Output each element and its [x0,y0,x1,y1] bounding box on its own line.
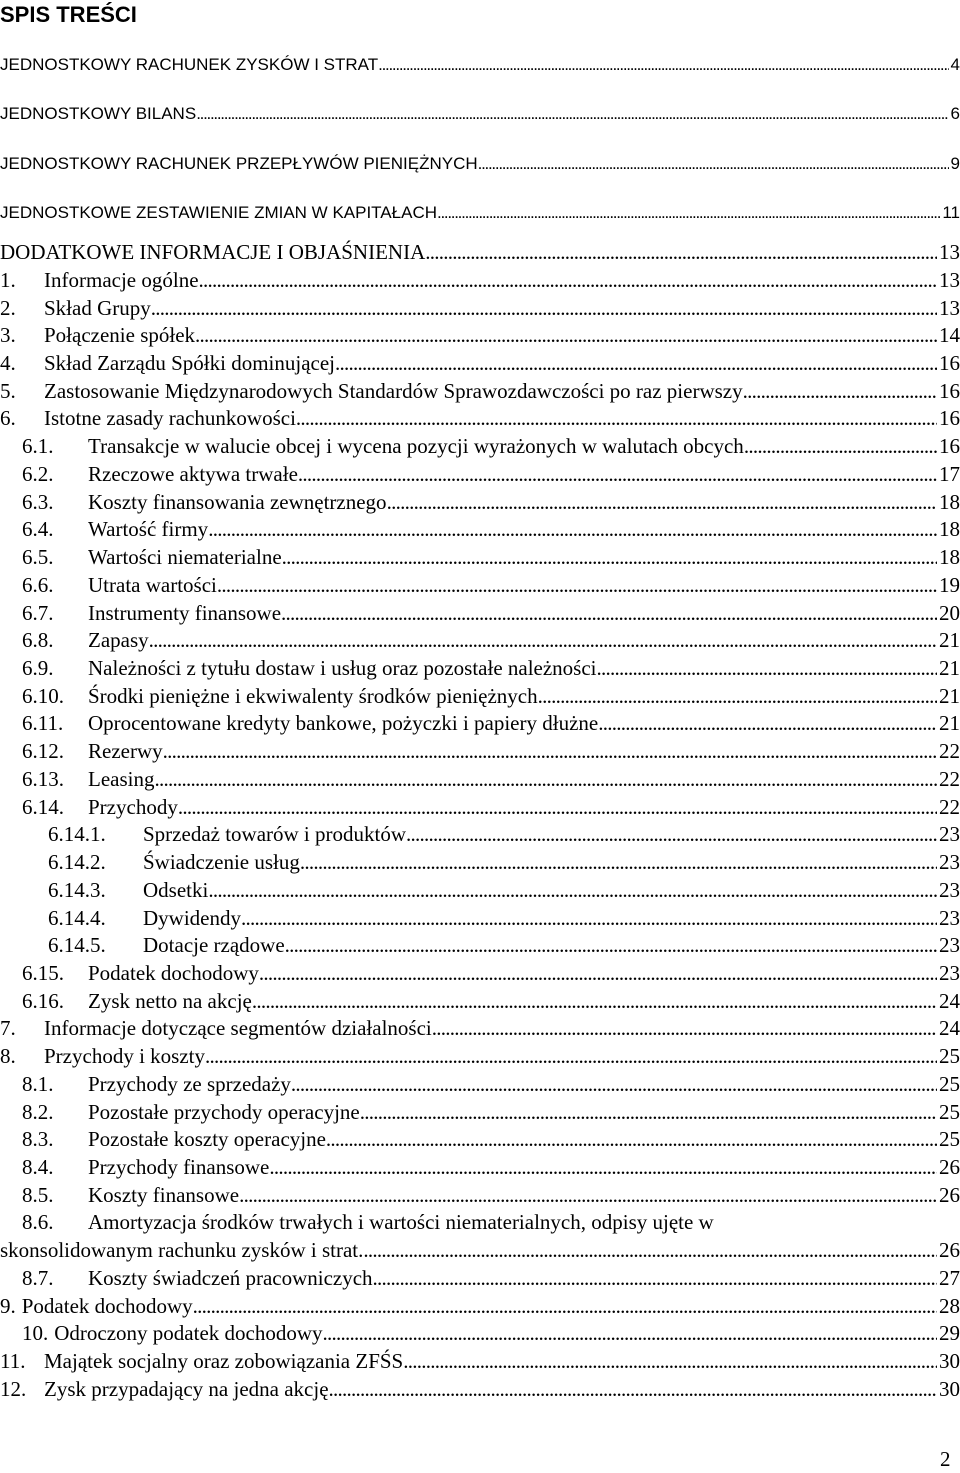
toc-page-number: 23 [939,933,960,957]
toc-page-number: 16 [939,351,960,375]
leader-dots [291,1072,937,1096]
toc-page-number: 14 [939,323,960,347]
toc-page-number: 23 [939,822,960,846]
toc-page-number: 21 [939,656,960,680]
leader-dots [208,878,937,902]
toc-entry[interactable] [22,1183,960,1207]
toc-entry-number: 6.14.3. [48,878,106,902]
toc-entry[interactable] [22,1127,960,1151]
toc-entry-title: Utrata wartości [88,573,217,597]
toc-entry-title: Przychody ze sprzedaży [88,1072,291,1096]
toc-entry[interactable] [22,545,960,569]
leader-dots [178,795,937,819]
toc-entry-number: 9. [0,1294,16,1318]
toc-page-number: 21 [939,684,960,708]
toc-entry-title: Odroczony podatek dochodowy [54,1321,323,1345]
toc-entry[interactable] [48,933,960,957]
toc-entry-number: 10. [22,1321,49,1345]
toc-entry-title: Instrumenty finansowe [88,601,282,625]
leader-dots [432,1016,937,1040]
toc-entry-number: 11. [0,1349,26,1373]
toc-entry-number: 6.4. [22,517,54,541]
toc-page-number: 19 [939,573,960,597]
toc-entry[interactable] [0,203,960,227]
toc-page-number: 13 [939,268,960,292]
toc-entry-title: Istotne zasady rachunkowości [44,406,296,430]
toc-entry-title: Należności z tytułu dostaw i usług oraz pozostałe należności [88,656,597,680]
toc-entry-number: 7. [0,1016,16,1040]
toc-entry-number: 8. [0,1044,16,1068]
toc-page-number: 29 [939,1321,960,1345]
toc-page-number: 16 [939,434,960,458]
leader-dots [285,933,937,957]
toc-entry-number: 6.16. [22,989,64,1013]
toc-page-number: 25 [939,1044,960,1068]
leader-dots [425,240,937,264]
toc-entry[interactable] [0,240,960,264]
toc-entry-number: 8.6. [22,1210,54,1234]
toc-entry-title: Zysk netto na akcję [88,989,252,1013]
leader-dots [406,822,937,846]
leader-dots [259,961,937,985]
toc-entry-line [22,1210,960,1234]
toc-page-number: 11 [942,203,960,222]
leader-dots [149,628,937,652]
leader-dots [298,462,937,486]
leader-dots [363,1238,937,1262]
toc-entry[interactable] [22,739,960,763]
toc-entry-title: Połączenie spółek [44,323,196,347]
toc-page-number: 22 [939,795,960,819]
toc-page-number: 21 [939,711,960,735]
toc-page-number: 26 [939,1183,960,1207]
toc-page-number: 18 [939,490,960,514]
leader-dots [195,323,937,347]
toc-page-number: 9 [950,154,960,173]
toc-entry[interactable] [22,961,960,985]
toc-entry-number: 3. [0,323,16,347]
toc-entry-title: Świadczenie usług [143,850,300,874]
toc-entry-title: Leasing [88,767,155,791]
toc-page-number: 26 [939,1155,960,1179]
toc-entry-number: 6.14.1. [48,822,106,846]
toc-entry-number: 6.2. [22,462,54,486]
leader-dots [538,684,937,708]
toc-entry[interactable] [22,1321,960,1345]
toc-page-number: 4 [950,55,960,74]
toc-entry[interactable] [0,104,960,128]
leader-dots [743,379,937,403]
leader-dots [296,406,937,430]
toc-page-number: 13 [939,240,960,264]
toc-entry-title: Informacje ogólne [44,268,199,292]
leader-dots [323,1321,937,1345]
toc-page-number: 13 [939,296,960,320]
page-number: 2 [940,1447,951,1471]
toc-entry-number: 6.8. [22,628,54,652]
toc-page-number: 23 [939,878,960,902]
leader-dots [744,434,937,458]
toc-page-number: 22 [939,767,960,791]
toc-entry-title: Oprocentowane kredyty bankowe, pożyczki i papiery dłużne [88,711,599,735]
toc-entry[interactable] [0,1238,960,1262]
toc-entry-title: Amortyzacja środków trwałych i wartości niematerialnych, odpisy ujęte w [88,1210,714,1234]
toc-entry-title: Dywidendy [143,906,241,930]
toc-entry-number: 4. [0,351,16,375]
toc-entry-title: Transakcje w walucie obcej i wycena pozycji wyrażonych w walutach obcych [88,434,744,458]
toc-entry[interactable] [48,878,960,902]
toc-page-number: 30 [939,1349,960,1373]
toc-page-number: 23 [939,906,960,930]
toc-entry[interactable] [0,268,960,292]
leader-dots [403,1349,937,1373]
toc-page-number: 20 [939,601,960,625]
leader-dots [217,573,937,597]
toc-entry[interactable] [22,462,960,486]
leader-dots [239,1183,937,1207]
toc-entry[interactable] [22,628,960,652]
toc-entry[interactable] [0,1294,960,1318]
toc-page-number: 28 [939,1294,960,1318]
toc-entry[interactable] [0,154,960,178]
toc-entry-number: 8.7. [22,1266,54,1290]
leader-dots [208,517,937,541]
toc-entry-title: Koszty świadczeń pracowniczych [88,1266,373,1290]
leader-dots [193,1294,937,1318]
toc-entry[interactable] [0,379,960,403]
toc-entry[interactable] [22,711,960,735]
toc-entry-title: JEDNOSTKOWY RACHUNEK PRZEPŁYWÓW PIENIĘŻNYCH [0,154,478,173]
toc-entry-title: Odsetki [143,878,209,902]
toc-entry[interactable] [22,795,960,819]
leader-dots [281,601,937,625]
toc-entry-number: 6.3. [22,490,54,514]
toc-entry-title: Podatek dochodowy [88,961,259,985]
toc-page-number: 25 [939,1072,960,1096]
toc-entry-number: 6.14.2. [48,850,106,874]
toc-page-number: 18 [939,545,960,569]
toc-entry-number: 6.7. [22,601,54,625]
leader-dots [478,154,949,174]
toc-entry[interactable] [0,296,960,320]
toc-entry-title: Przychody finansowe [88,1155,270,1179]
toc-entry[interactable] [48,822,960,846]
toc-entry-title: Pozostałe przychody operacyjne [88,1100,360,1124]
toc-page-number: 24 [939,989,960,1013]
toc-entry-title: Zastosowanie Międzynarodowych Standardów Sprawozdawczości po raz pierwszy [44,379,743,403]
toc-entry[interactable] [22,601,960,625]
toc-entry[interactable] [22,684,960,708]
toc-entry-number: 5. [0,379,16,403]
toc-entry-title: Wartość firmy [88,517,209,541]
toc-entry-number: 8.4. [22,1155,54,1179]
toc-entry[interactable] [22,1100,960,1124]
toc-entry[interactable] [0,323,960,347]
toc-page-number: 16 [939,406,960,430]
toc-entry-number: 6.1. [22,434,54,458]
toc-page-number: 30 [939,1377,960,1401]
toc-entry[interactable] [22,656,960,680]
toc-entry[interactable] [0,351,960,375]
toc-entry[interactable] [0,1349,960,1373]
leader-dots [154,767,937,791]
toc-entry[interactable] [22,573,960,597]
toc-entry[interactable] [22,490,960,514]
toc-entry-title: Koszty finansowe [88,1183,240,1207]
toc-entry-number: 8.2. [22,1100,54,1124]
toc-entry-title-continued: skonsolidowanym rachunku zysków i strat. [0,1238,364,1262]
toc-entry-number: 6. [0,406,16,430]
toc-entry-number: 6.14.5. [48,933,106,957]
toc-entry-title: Rzeczowe aktywa trwałe [88,462,298,486]
toc-entry[interactable] [22,989,960,1013]
toc-entry-number: 6.14. [22,795,64,819]
toc-page-number: 16 [939,379,960,403]
toc-page-number: 22 [939,739,960,763]
toc-entry-title: Rezerwy [88,739,163,763]
toc-page-number: 25 [939,1100,960,1124]
toc-entry-number: 6.10. [22,684,64,708]
leader-dots [163,739,937,763]
toc-entry[interactable] [22,1266,960,1290]
toc-entry-title: Przychody i koszty [44,1044,205,1068]
toc-page-number: 18 [939,517,960,541]
leader-dots [282,545,937,569]
toc-entry-title: Skład Zarządu Spółki dominującej [44,351,336,375]
toc-entry-number: 6.11. [22,711,64,735]
leader-dots [437,203,940,223]
toc-entry-number: 6.14.4. [48,906,106,930]
toc-entry-title: Skład Grupy [44,296,151,320]
leader-dots [199,268,937,292]
toc-entry[interactable] [22,767,960,791]
toc-entry-number: 1. [0,268,16,292]
leader-dots [326,1127,937,1151]
toc-page-number: 6 [950,104,960,123]
toc-entry[interactable] [48,906,960,930]
toc-page-number: 23 [939,850,960,874]
toc-entry-title: JEDNOSTKOWY BILANS [0,104,197,123]
toc-entry[interactable] [0,1016,960,1040]
toc-entry-title: Podatek dochodowy [21,1294,193,1318]
leader-dots [205,1044,937,1068]
toc-entry-title: Zapasy [88,628,149,652]
toc-entry-title: Środki pieniężne i ekwiwalenty środków pieniężnych [88,684,538,708]
toc-page-number: 27 [939,1266,960,1290]
leader-dots [598,711,937,735]
toc-entry[interactable] [22,1155,960,1179]
toc-entry-title: Przychody [88,795,178,819]
toc-entry-title: Koszty finansowania zewnętrznego [88,490,387,514]
toc-entry-title: Dotacje rządowe [143,933,285,957]
toc-entry-number: 6.9. [22,656,54,680]
toc-entry-number: 8.1. [22,1072,54,1096]
toc-page-number: 23 [939,961,960,985]
toc-entry[interactable] [48,850,960,874]
toc-entry-title: Wartości niematerialne [88,545,282,569]
toc-entry-title: Sprzedaż towarów i produktów [143,822,407,846]
toc-entry[interactable] [0,1377,960,1401]
leader-dots [196,104,948,124]
toc-entry[interactable] [0,55,960,79]
toc-entry-number: 6.12. [22,739,64,763]
page-title: SPIS TREŚCI [0,2,137,27]
leader-dots [300,850,937,874]
leader-dots [378,55,948,75]
toc-page-number: 17 [939,462,960,486]
toc-entry-title: JEDNOSTKOWY RACHUNEK ZYSKÓW I STRAT [0,55,379,74]
toc-page-number: 24 [939,1016,960,1040]
leader-dots [373,1266,937,1290]
toc-entry-number: 8.3. [22,1127,54,1151]
toc-entry-title: DODATKOWE INFORMACJE I OBJAŚNIENIA [0,240,426,264]
toc-page-number: 26 [939,1238,960,1262]
toc-entry-number: 2. [0,296,16,320]
toc-page-number: 21 [939,628,960,652]
toc-entry[interactable] [22,1072,960,1096]
toc-entry-number: 12. [0,1377,27,1401]
toc-entry[interactable] [22,517,960,541]
toc-entry[interactable] [0,1044,960,1068]
toc-entry-number: 6.5. [22,545,54,569]
toc-entry-title: JEDNOSTKOWE ZESTAWIENIE ZMIAN W KAPITAŁACH [0,203,437,222]
toc-entry-number: 6.15. [22,961,64,985]
leader-dots [252,989,937,1013]
leader-dots [241,906,937,930]
toc-entry-number: 8.5. [22,1183,54,1207]
toc-entry-title: Informacje dotyczące segmentów działalności [44,1016,432,1040]
toc-entry-title: Majątek socjalny oraz zobowiązania ZFŚS [44,1349,404,1373]
leader-dots [597,656,937,680]
leader-dots [329,1377,937,1401]
leader-dots [335,351,937,375]
toc-entry-title: Zysk przypadający na jedna akcję [44,1377,329,1401]
toc-entry-number: 6.6. [22,573,54,597]
toc-entry-title: Pozostałe koszty operacyjne [88,1127,326,1151]
toc-page-number: 25 [939,1127,960,1151]
leader-dots [151,296,937,320]
toc-entry[interactable] [0,406,960,430]
toc-entry[interactable] [22,434,960,458]
leader-dots [387,490,937,514]
toc-entry-number: 6.13. [22,767,64,791]
leader-dots [269,1155,937,1179]
leader-dots [360,1100,937,1124]
